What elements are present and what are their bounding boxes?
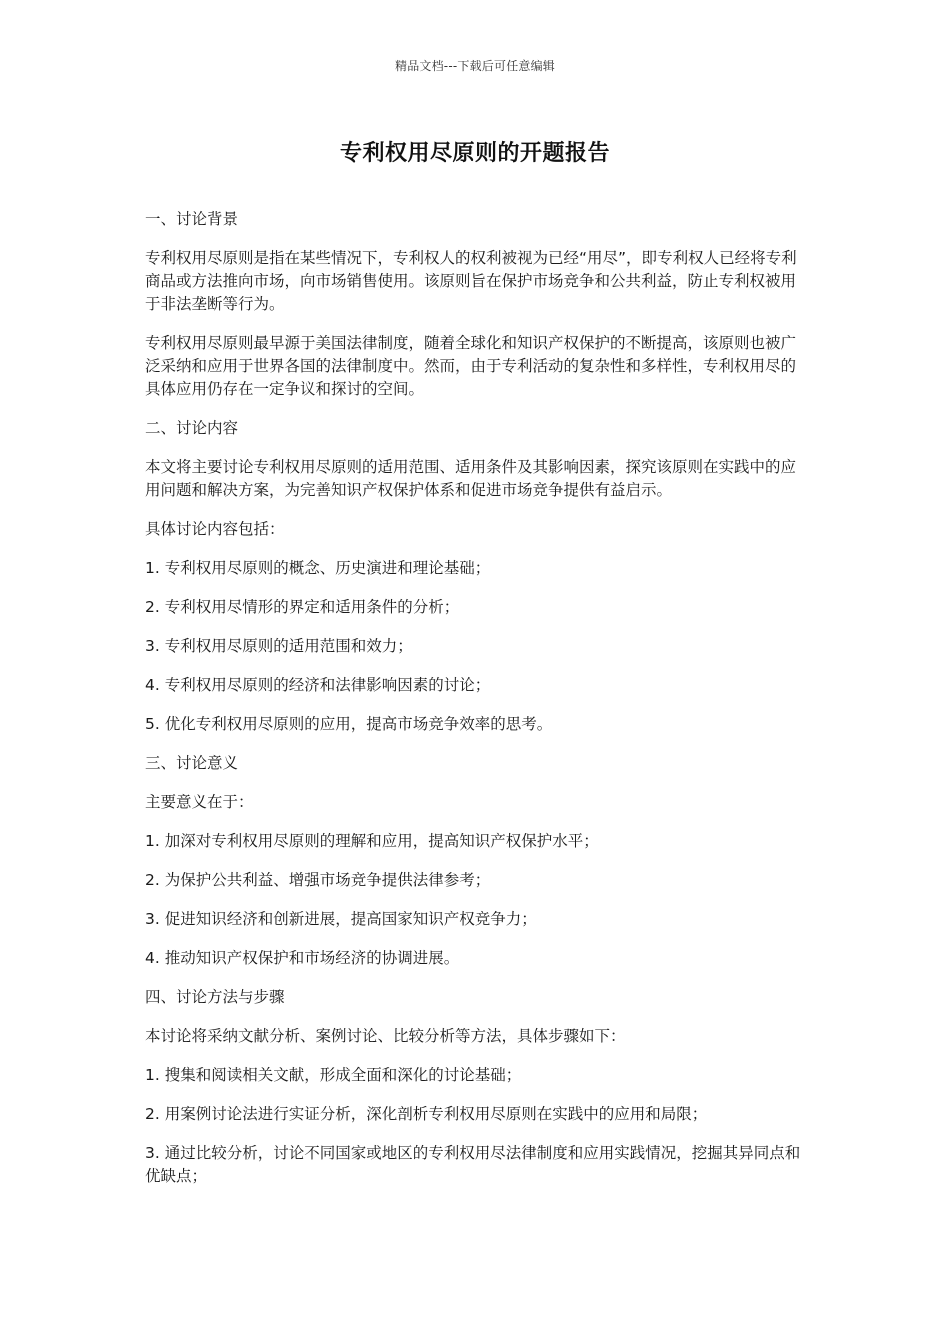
list-item: 3. 专利权用尽原则的适用范围和效力； [145,637,413,655]
list-item: 5. 优化专利权用尽原则的应用，提高市场竞争效率的思考。 [145,715,553,733]
paragraph: 具体讨论内容包括： [145,520,285,538]
section-heading-content: 二、讨论内容 [145,419,239,437]
paragraph: 主要意义在于： [145,793,254,811]
list-item: 1. 加深对专利权用尽原则的理解和应用，提高知识产权保护水平； [145,832,599,850]
paragraph: 本讨论将采纳文献分析、案例讨论、比较分析等方法，具体步骤如下： [145,1027,626,1045]
list-item: 4. 推动知识产权保护和市场经济的协调进展。 [145,949,460,967]
section-heading-background: 一、讨论背景 [145,210,239,228]
section-heading-methods: 四、讨论方法与步骤 [145,988,285,1006]
list-item: 1. 专利权用尽原则的概念、历史演进和理论基础； [145,559,491,577]
list-item: 1. 搜集和阅读相关文献，形成全面和深化的讨论基础； [145,1066,522,1084]
list-item: 3. 促进知识经济和创新进展，提高国家知识产权竞争力； [145,910,537,928]
paragraph: 专利权用尽原则最早源于美国法律制度，随着全球化和知识产权保护的不断提高，该原则也被广泛采纳和应用于世界各国的法律制度中。然而，由于专利活动的复杂性和多样性，专利权用尽的具体应用仍存在一定争议和探讨的空间。 [145,334,797,398]
list-item: 3. 通过比较分析，讨论不同国家或地区的专利权用尽法律制度和应用实践情况，挖掘其异同点和优缺点； [145,1144,801,1185]
list-item: 2. 用案例讨论法进行实证分析，深化剖析专利权用尽原则在实践中的应用和局限； [145,1105,708,1123]
list-item: 2. 为保护公共利益、增强市场竞争提供法律参考； [145,871,491,889]
list-item: 4. 专利权用尽原则的经济和法律影响因素的讨论； [145,676,491,694]
page-header: 精品文档---下载后可任意编辑 [395,59,555,73]
paragraph: 本文将主要讨论专利权用尽原则的适用范围、适用条件及其影响因素，探究该原则在实践中的应用问题和解决方案，为完善知识产权保护体系和促进市场竞争提供有益启示。 [145,458,797,499]
section-heading-significance: 三、讨论意义 [145,754,239,772]
document-body [145,208,805,1204]
document-title: 专利权用尽原则的开题报告 [339,141,610,166]
list-item: 2. 专利权用尽情形的界定和适用条件的分析； [145,598,460,616]
paragraph: 专利权用尽原则是指在某些情况下，专利权人的权利被视为已经“用尽”，即专利权人已经将专利商品或方法推向市场，向市场销售使用。该原则旨在保护市场竞争和公共利益，防止专利权被用于非法垄断等行为。 [145,249,797,313]
